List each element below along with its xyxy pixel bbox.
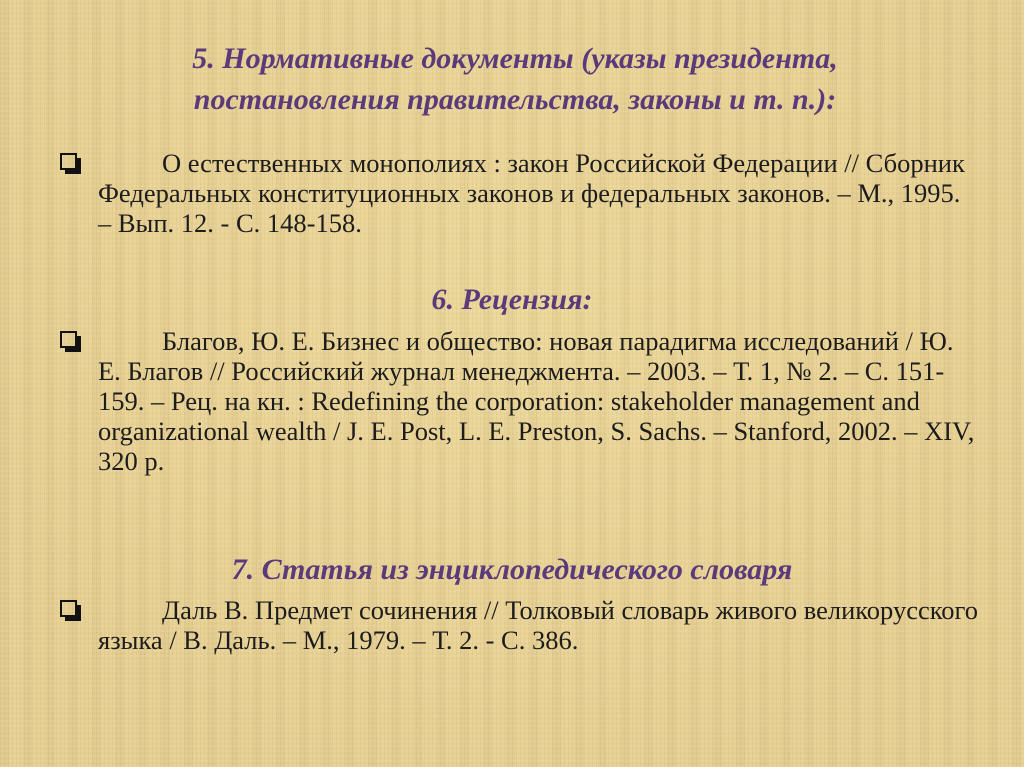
- entry-text: Даль В. Предмет сочинения // Толковый словарь живого великорусского языка / В. Даль. – М., 1979. – Т. 2. - С. 386.: [98, 595, 978, 655]
- list-item: [60, 595, 980, 655]
- checkbox-bullet-icon: [60, 331, 77, 348]
- section-heading-normative-documents: 5. Нормативные документы (указы президента, постановления правительства, законы и т. п.):: [192, 42, 838, 116]
- checkbox-bullet-icon: [60, 153, 77, 170]
- section-heading-review: 6. Рецензия:: [431, 283, 593, 316]
- list-item: [60, 148, 980, 238]
- section-heading-encyclopedia-article: 7. Статья из энциклопедического словаря: [231, 553, 793, 586]
- entry-text: О естественных монополиях : закон Российской Федерации // Сборник Федеральных конституционных законов и федеральных законов. – М., 1995. – Вып. 12. - С. 148-158.: [98, 148, 965, 238]
- entry-text: Благов, Ю. Е. Бизнес и общество: новая парадигма исследований / Ю. Е. Благов // Российский журнал менеджмента. – 2003. – Т. 1, № 2. – С. 151-159. – Рец. на кн. : Redefining the corporation: stakeholder management and organizational wealth / J. E. Post, L. E. Preston, S. Sachs. – Stanford, 2002. – XIV, 320 p.: [98, 326, 975, 476]
- checkbox-bullet-icon: [60, 600, 77, 617]
- list-item: [60, 326, 980, 476]
